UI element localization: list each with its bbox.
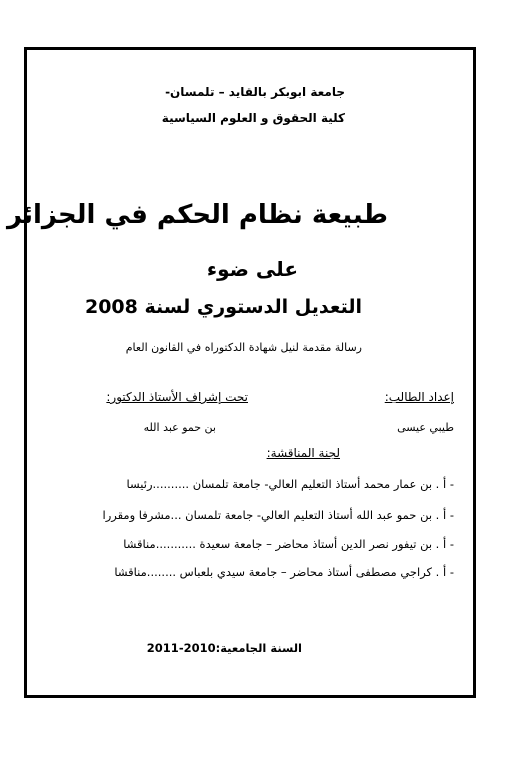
- faculty-name: كلية الحقوق و العلوم السياسية: [161, 111, 345, 125]
- committee-member: - أ . بن تيفور نصر الدين أستاذ محاضر – جامعة سعيدة ...........مناقشا: [123, 537, 454, 551]
- supervisor-label: تحت إشراف الأستاذ الدكتور:: [106, 390, 248, 404]
- academic-year: السنة الجامعية:2010-2011: [146, 641, 302, 655]
- supervisor-name: بن حمو عبد الله: [143, 421, 216, 434]
- page-border: [24, 47, 476, 698]
- university-name: جامعة ابوبكر بالقايد – تلمسان-: [165, 85, 345, 99]
- student-name: طيبي عيسى: [397, 421, 454, 434]
- committee-title: لجنة المناقشة:: [266, 446, 340, 460]
- title-line-2: على ضوء: [206, 257, 298, 281]
- committee-member: - أ . بن عمار محمد أستاذ التعليم العالي- جامعة تلمسان ..........رئيسا: [126, 477, 454, 491]
- thesis-subtitle: رسالة مقدمة لنيل شهادة الدكتوراه في القانون العام: [125, 341, 362, 354]
- committee-member: - أ . كراجي مصطفى أستاذ محاضر – جامعة سيدي بلعباس ........مناقشا: [114, 565, 454, 579]
- committee-member: - أ . بن حمو عبد الله أستاذ التعليم العالي- جامعة تلمسان ...مشرفا ومقررا: [102, 508, 454, 522]
- title-line-3: التعديل الدستوري لسنة 2008: [84, 296, 362, 318]
- student-label: إعداد الطالب:: [384, 390, 454, 404]
- thesis-title: طبيعة نظام الحكم في الجزائر: [7, 200, 388, 230]
